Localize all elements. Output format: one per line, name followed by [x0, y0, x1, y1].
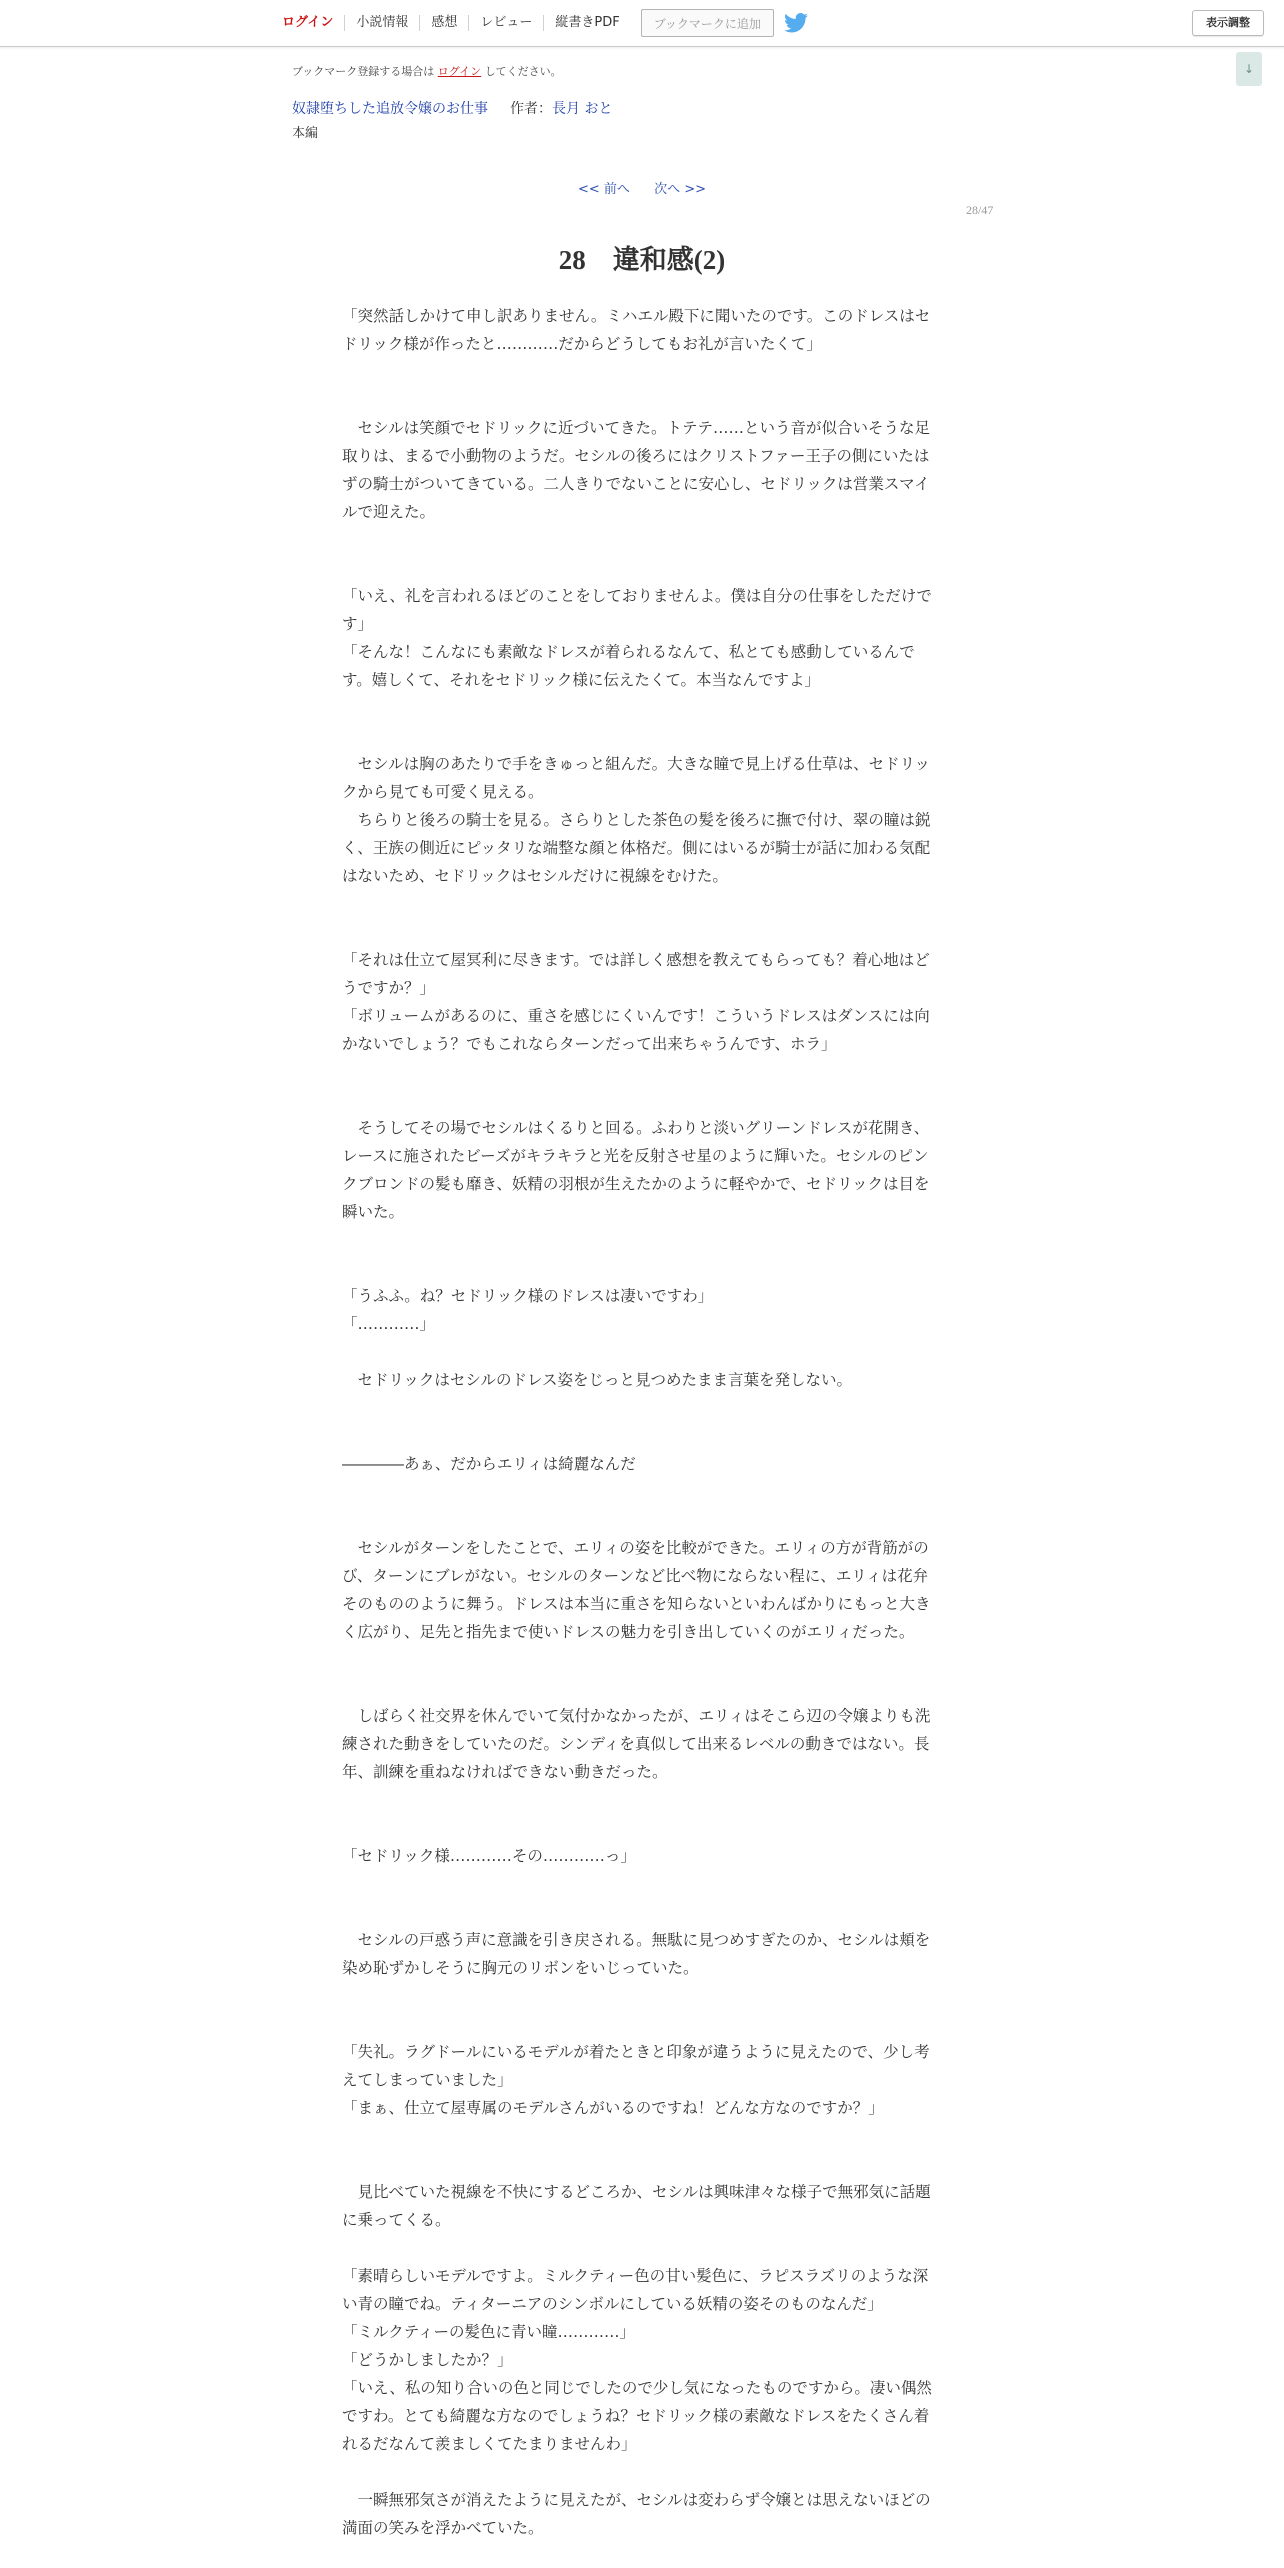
blank-line [342, 1058, 940, 1086]
blank-line [342, 1870, 940, 1898]
paragraph: 「うふふ。ね？セドリック様のドレスは凄いですわ」 [342, 1287, 714, 1305]
blank-line [342, 526, 940, 554]
next-link[interactable]: 次へ >> [654, 182, 706, 197]
paragraph: セシルは胸のあたりで手をきゅっと組んだ。大きな瞳で見上げる仕草は、セドリックから見ても可愛く見える。 [342, 755, 930, 801]
blank-line [342, 1086, 940, 1114]
blank-line [342, 2150, 940, 2178]
blank-line [342, 358, 940, 386]
paragraph: 「ボリュームがあるのに、重さを感じにくいんです！こういうドレスはダンスには向かないでしょう？でもこれならターンだって出来ちゃうんです、ホラ」 [342, 1007, 930, 1053]
novel-title-row [292, 98, 612, 118]
pager-top [0, 178, 1284, 197]
blank-line [342, 722, 940, 750]
blank-line [342, 1506, 940, 1534]
blank-line [342, 2458, 940, 2486]
blank-line [342, 386, 940, 414]
paragraph: 「そんな！こんなにも素敵なドレスが着られるなんて、私とても感動しているんです。嬉しくて、それをセドリック様に伝えたくて。本当なんですよ」 [342, 643, 915, 689]
scroll-down-button[interactable]: ↓ [1236, 52, 1262, 86]
blank-line [342, 1982, 940, 2010]
review-link[interactable]: レビュー [468, 15, 543, 31]
blank-line [342, 1422, 940, 1450]
blank-line [342, 1478, 940, 1506]
author-link[interactable]: 長月 おと [552, 101, 613, 117]
paragraph: 「突然話しかけて申し訳ありません。ミハエル殿下に聞いたのです。このドレスはセドリック様が作ったと…………だからどうしてもお礼が言いたくて」 [342, 307, 931, 353]
paragraph: 「まぁ、仕立て屋専属のモデルさんがいるのですね！どんな方なのですか？」 [342, 2099, 884, 2117]
paragraph: ――――あぁ、だからエリィは綺麗なんだ [342, 1455, 636, 1473]
paragraph: 「いえ、礼を言われるほどのことをしておりませんよ。僕は自分の仕事をしただけです」 [342, 587, 932, 633]
blank-line [342, 1338, 940, 1366]
display-settings-button[interactable]: 表示調整 [1192, 10, 1264, 36]
blank-line [342, 1674, 940, 1702]
bookmark-note-after: してください。 [484, 65, 562, 78]
bookmark-note-login-link[interactable]: ログイン [437, 65, 482, 78]
paragraph: 「それは仕立て屋冥利に尽きます。では詳しく感想を教えてもらっても？着心地はどうですか？」 [342, 951, 930, 997]
paragraph: セシルがターンをしたことで、エリィの姿を比較ができた。エリィの方が背筋がのび、ターンにブレがない。セシルのターンなど比べ物にならない程に、エリィは花弁そのもののように舞う。ドレスは本当に重さを知らないといわんばかりにもっと大きく広がり、足先と指先まで使いドレスの魅力を引き出していくのがエリィだった。 [342, 1539, 931, 1641]
impressions-link[interactable]: 感想 [419, 15, 468, 31]
paragraph: ちらりと後ろの騎士を見る。さらりとした茶色の髪を後ろに撫で付け、翠の瞳は鋭く、王族の側近にピッタリな端整な顔と体格だ。側にはいるが騎士が話に加わる気配はないため、セドリックはセシルだけに視線をむけた。 [342, 811, 931, 885]
paragraph: しばらく社交界を休んでいて気付かなかったが、エリィはそこら辺の令嬢よりも洗練された動きをしていたのだ。シンディを真似して出来るレベルの動きではない。長年、訓練を重ねなければできない動きだった。 [342, 1707, 931, 1781]
vertical-pdf-link[interactable]: 縦書きPDF [543, 15, 630, 31]
blank-line [342, 1394, 940, 1422]
paragraph: セシルは笑顔でセドリックに近づいてきた。トテテ……という音が似合いそうな足取りは、まるで小動物のようだ。セシルの後ろにはクリストファー王子の側にいたはずの騎士がついてきている。二人きりでないことに安心し、セドリックは営業スマイルで迎えた。 [342, 419, 930, 521]
login-link[interactable]: ログイン [282, 15, 334, 30]
blank-line [342, 554, 940, 582]
bookmark-note [292, 63, 562, 79]
paragraph: 「失礼。ラグドールにいるモデルが着たときと印象が違うように見えたので、少し考えてしまっていました」 [342, 2043, 930, 2089]
paragraph: 一瞬無邪気さが消えたように見えたが、セシルは変わらず令嬢とは思えないほどの満面の笑みを浮かべていた。 [342, 2491, 931, 2537]
blank-line [342, 890, 940, 918]
blank-line [342, 1226, 940, 1254]
twitter-icon[interactable] [784, 13, 808, 33]
blank-line [342, 1646, 940, 1674]
paragraph: セドリックはセシルのドレス姿をじっと見つめたまま言葉を発しない。 [342, 1371, 853, 1389]
blank-line [342, 918, 940, 946]
blank-line [342, 2010, 940, 2038]
blank-line [342, 1786, 940, 1814]
paragraph: 「いえ、私の知り合いの色と同じでしたので少し気になったものですから。凄い偶然ですわ。とても綺麗な方なのでしょうね？セドリック様の素敵なドレスをたくさん着れるだなんて羨ましくてたまりませんわ」 [342, 2379, 932, 2453]
bookmark-note-before: ブックマーク登録する場合は [292, 65, 435, 78]
paragraph: 「セドリック様…………その…………っ」 [342, 1847, 636, 1865]
paragraph: 「ミルクティーの髪色に青い瞳…………」 [342, 2323, 635, 2341]
site-header [0, 0, 1284, 47]
blank-line [342, 2234, 940, 2262]
paragraph: 見比べていた視線を不快にするどころか、セシルは興味津々な様子で無邪気に話題に乗ってくる。 [342, 2183, 931, 2229]
paragraph: そうしてその場でセシルはくるりと回る。ふわりと淡いグリーンドレスが花開き、レースに施されたビーズがキラキラと光を反射させ星のように輝いた。セシルのピンクブロンドの髪も靡き、妖精の羽根が生えたかのように軽やかで、セドリックは目を瞬いた。 [342, 1119, 930, 1221]
novel-body [342, 302, 940, 2542]
author-label: 作者： [510, 101, 552, 117]
paragraph: 「どうかしましたか？」 [342, 2351, 513, 2369]
novel-title-link[interactable]: 奴隷堕ちした追放令嬢のお仕事 [292, 101, 488, 117]
header-nav [272, 0, 774, 46]
paragraph: セシルの戸惑う声に意識を引き戻される。無駄に見つめすぎたのか、セシルは頬を染め恥ずかしそうに胸元のリボンをいじっていた。 [342, 1931, 931, 1977]
add-bookmark-button[interactable]: ブックマークに追加 [641, 9, 774, 37]
page-number: 28/47 [966, 203, 994, 217]
blank-line [342, 1898, 940, 1926]
blank-line [342, 694, 940, 722]
blank-line [342, 1814, 940, 1842]
chapter-group: 本編 [292, 126, 319, 141]
prev-link[interactable]: << 前へ [578, 182, 630, 197]
blank-line [342, 1254, 940, 1282]
novel-info-link[interactable]: 小説情報 [344, 15, 419, 31]
chapter-title: 28 違和感(2) [558, 245, 726, 275]
paragraph: 「素晴らしいモデルですよ。ミルクティー色の甘い髪色に、ラピスラズリのような深い青の瞳でね。ティターニアのシンボルにしている妖精の姿そのものなんだ」 [342, 2267, 929, 2313]
blank-line [342, 2122, 940, 2150]
paragraph: 「…………」 [342, 1315, 436, 1333]
